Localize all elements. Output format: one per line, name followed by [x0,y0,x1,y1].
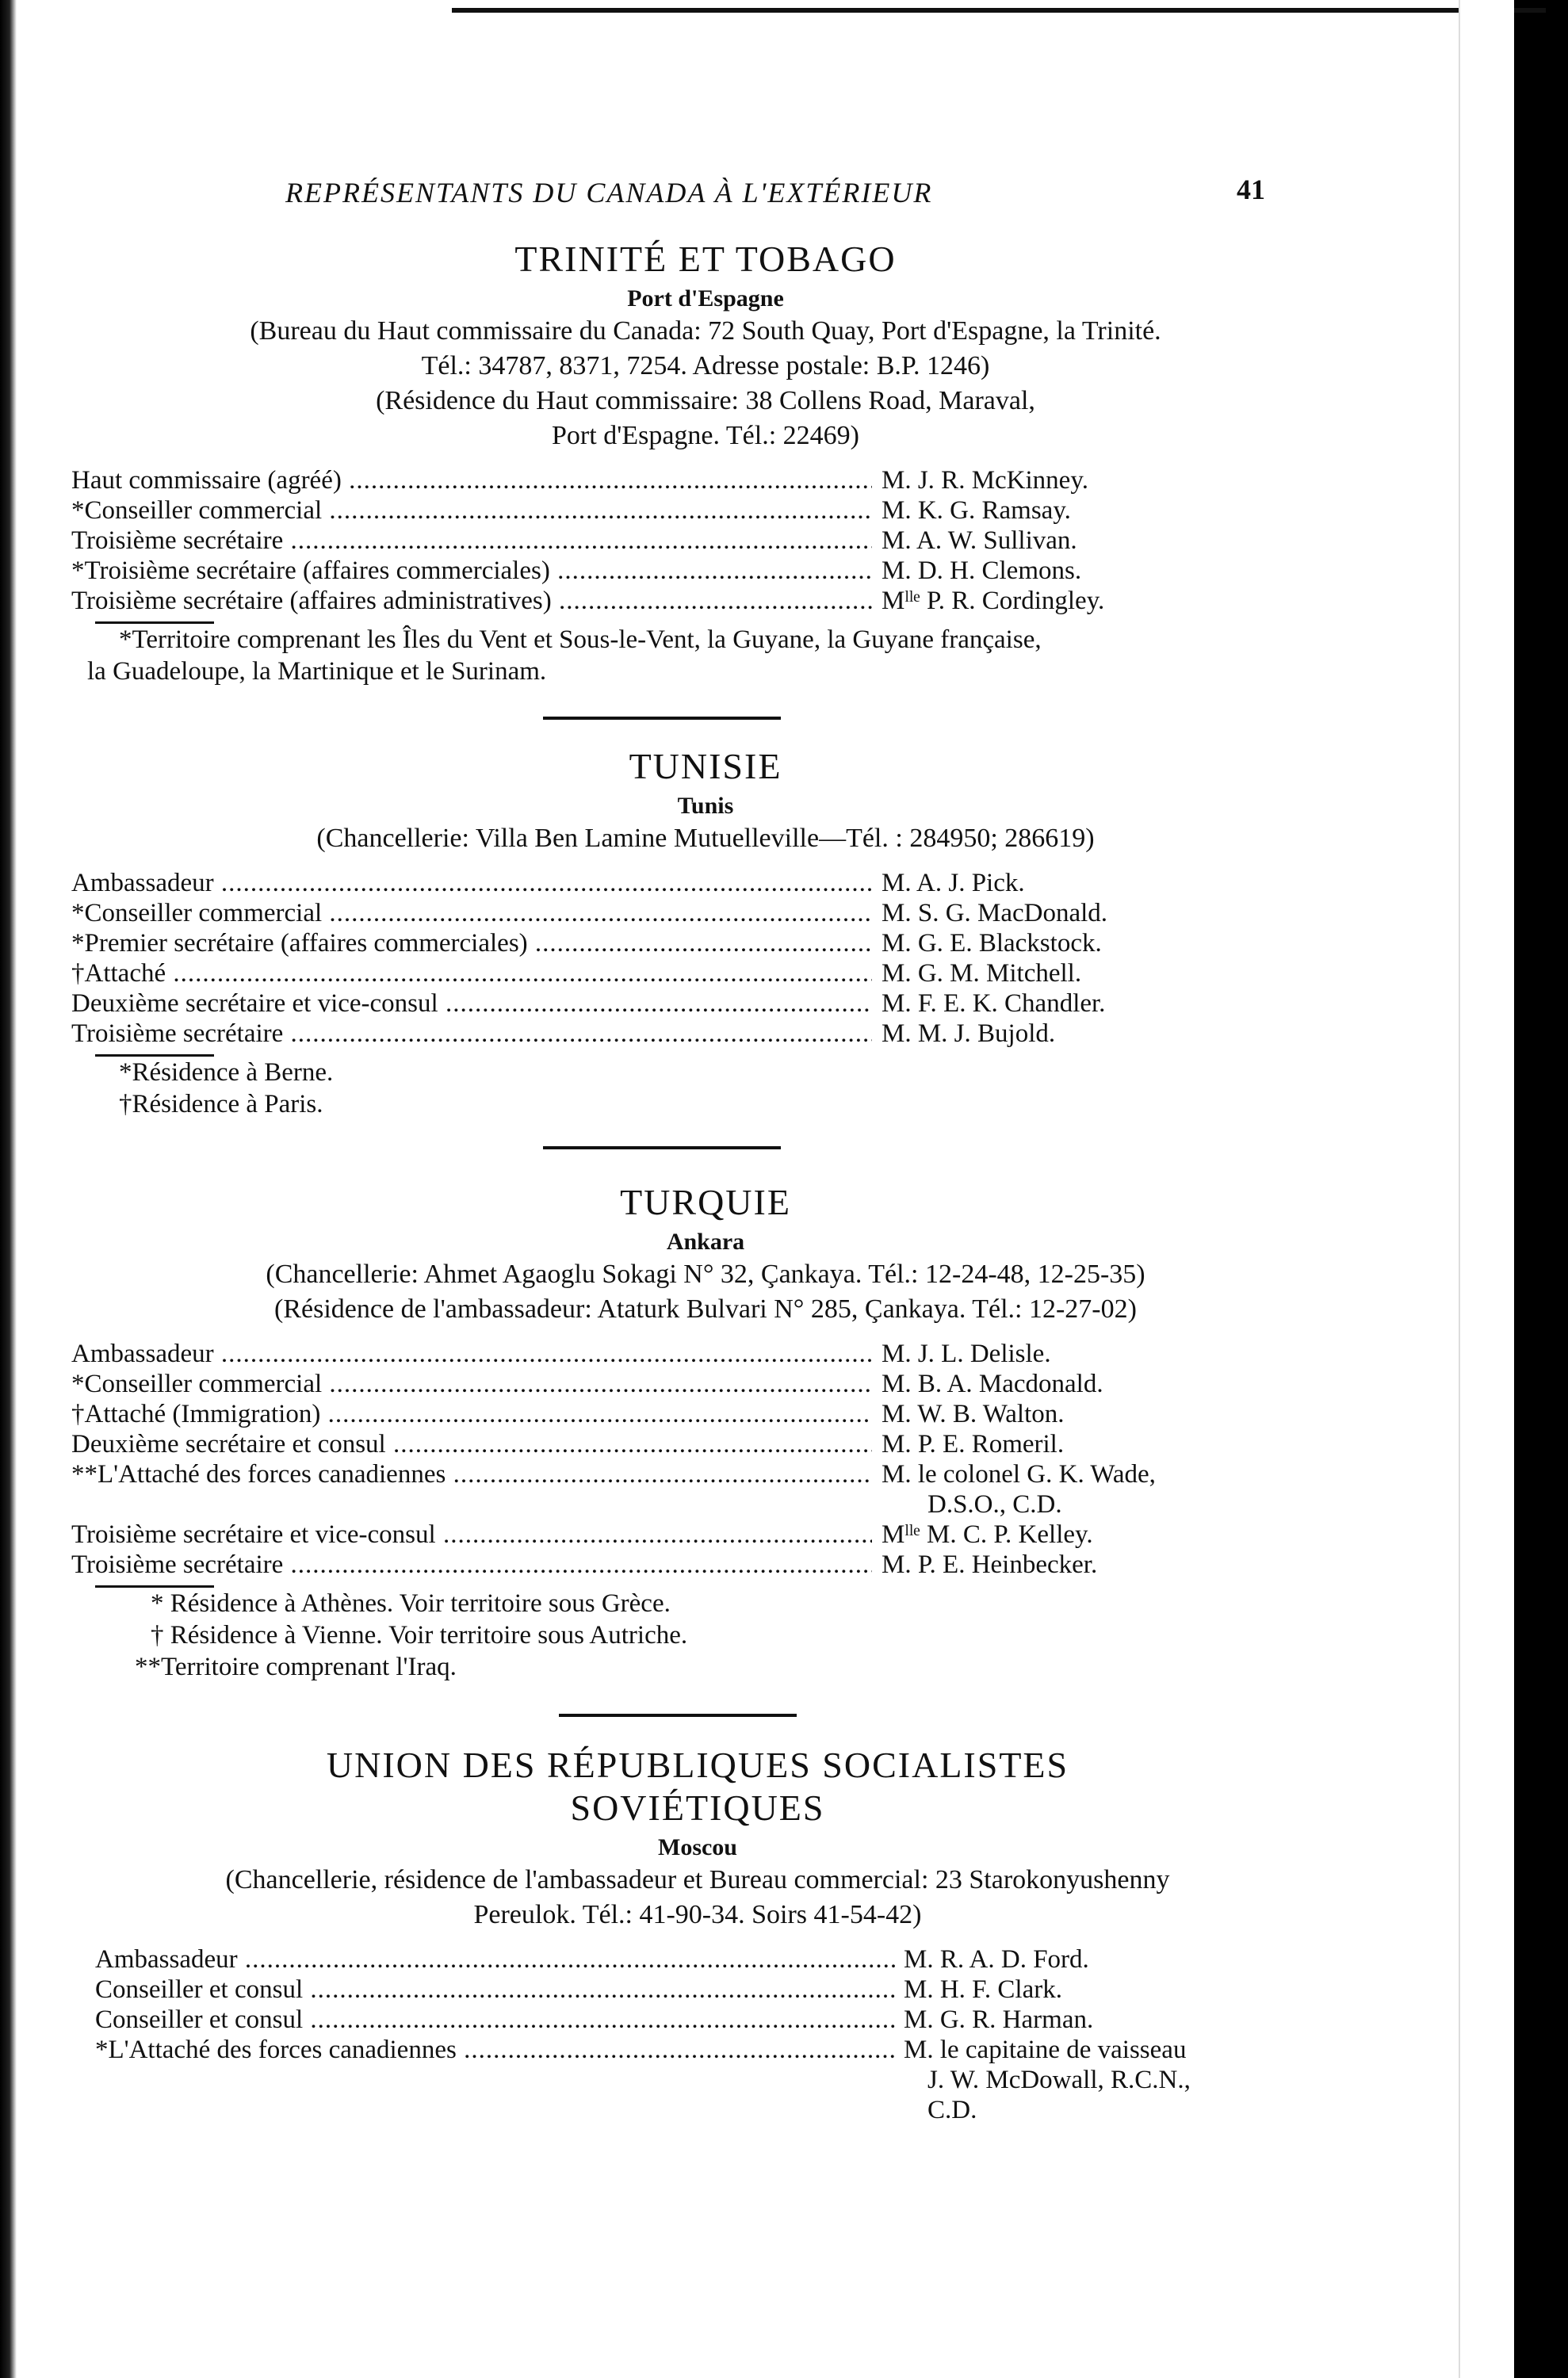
staff-title: Troisième secrétaire et vice-consul ..... [71,1520,872,1550]
staff-row [24,1019,1514,1049]
page-number: 41 [1237,174,1265,205]
section-divider [543,717,781,720]
staff-name-continued: C.D. [927,2096,977,2124]
staff-row-continuation [24,1490,1514,1520]
staff-name: M. B. A. Macdonald. [882,1370,1103,1398]
country-title: TUNISIE [629,746,782,786]
staff-row [24,2005,1514,2036]
staff-row [24,556,1514,587]
staff-name: M. P. E. Heinbecker. [882,1550,1098,1579]
staff-row [24,466,1514,496]
staff-title: *L'Attaché des forces canadiennes ..... [95,2036,896,2065]
address-line: Tél.: 34787, 8371, 7254. Adresse postale: B.P. 1246) [421,351,990,380]
staff-name: M. W. B. Walton. [882,1400,1065,1428]
staff-title: *Troisième secrétaire (affaires commerciales) ..... [71,556,872,586]
city-name: Port d'Espagne [627,285,784,312]
staff-row [24,1400,1514,1430]
staff-title: Deuxième secrétaire et vice-consul ..... [71,989,872,1019]
city-name: Tunis [677,793,734,819]
staff-name-continued: D.S.O., C.D. [927,1490,1062,1519]
staff-name: M. le colonel G. K. Wade, [882,1460,1156,1489]
staff-list [24,1340,1514,1581]
staff-name: M. M. J. Bujold. [882,1019,1056,1048]
address-line: (Résidence de l'ambassadeur: Ataturk Bulvari N° 285, Çankaya. Tél.: 12-27-02) [274,1294,1137,1324]
document-page [24,0,1514,2378]
staff-title: Ambassadeur ..... [71,869,872,898]
staff-title: Troisième secrétaire (affaires administratives) ..... [71,587,872,616]
staff-name: M. A. J. Pick. [882,869,1025,897]
staff-row-continuation [24,2096,1514,2126]
staff-name: M. G. M. Mitchell. [882,959,1082,988]
staff-name: M. F. E. K. Chandler. [882,989,1106,1018]
staff-row [24,989,1514,1019]
section-trinite-tobago [24,238,1514,687]
staff-title: Deuxième secrétaire et consul ..... [71,1430,872,1459]
staff-title: †Attaché ..... [71,959,872,988]
address-line: (Résidence du Haut commissaire: 38 Collens Road, Maraval, [376,386,1035,415]
staff-row [24,1340,1514,1370]
staff-row [24,1460,1514,1490]
staff-list [24,1945,1514,2126]
page-right-edge [1459,0,1514,2378]
staff-row [24,869,1514,899]
staff-row [24,587,1514,617]
staff-name: M. K. G. Ramsay. [882,496,1071,525]
section-divider [543,1146,781,1149]
staff-title: Haut commissaire (agréé) ..... [71,466,872,495]
staff-title: *Conseiller commercial ..... [71,496,872,526]
staff-row [24,959,1514,989]
staff-row [24,1550,1514,1581]
staff-title: Troisième secrétaire ..... [71,1019,872,1049]
staff-row [24,2036,1514,2066]
footnote: † Résidence à Vienne. Voir territoire sous Autriche. [151,1621,688,1650]
staff-title: Troisième secrétaire ..... [71,526,872,556]
address-line: (Bureau du Haut commissaire du Canada: 72 South Quay, Port d'Espagne, la Trinité. [250,316,1161,346]
book-spine-shadow [0,0,24,2378]
footnote: *Territoire comprenant les Îles du Vent et Sous-le-Vent, la Guyane, la Guyane française, [119,625,1042,654]
staff-name: M. P. E. Romeril. [882,1430,1065,1459]
footnote: **Territoire comprenant l'Iraq. [135,1653,457,1681]
staff-name: M. A. W. Sullivan. [882,526,1077,555]
staff-title: *Premier secrétaire (affaires commerciales) ..... [71,929,872,958]
staff-title: Conseiller et consul ..... [95,1975,896,2005]
section-tunisie [24,745,1514,1120]
staff-row [24,526,1514,556]
footnote: †Résidence à Paris. [119,1090,323,1118]
country-title: UNION DES RÉPUBLIQUES SOCIALISTES [326,1745,1069,1785]
address-line: (Chancellerie, résidence de l'ambassadeur et Bureau commercial: 23 Starokonyushenny [225,1865,1170,1894]
staff-list [24,466,1514,617]
staff-name: M. H. F. Clark. [904,1975,1062,2004]
staff-row [24,496,1514,526]
footnote: la Guadeloupe, la Martinique et le Surinam. [87,657,547,686]
top-edge-rule [452,8,1546,13]
footnote: *Résidence à Berne. [119,1058,334,1087]
footnote: * Résidence à Athènes. Voir territoire sous Grèce. [151,1589,671,1618]
country-title: TURQUIE [620,1182,791,1222]
address-line: Pereulok. Tél.: 41-90-34. Soirs 41-54-42) [473,1900,922,1929]
staff-title: Ambassadeur ..... [95,1945,896,1975]
address-line: (Chancellerie: Ahmet Agaoglu Sokagi N° 32, Çankaya. Tél.: 12-24-48, 12-25-35) [266,1260,1145,1289]
staff-name: M. G. R. Harman. [904,2005,1094,2034]
address-line: Port d'Espagne. Tél.: 22469) [552,421,859,450]
staff-row [24,1370,1514,1400]
staff-name: M. G. E. Blackstock. [882,929,1102,958]
staff-name: M. le capitaine de vaisseau [904,2036,1187,2064]
staff-row [24,929,1514,959]
staff-title: Conseiller et consul ..... [95,2005,896,2035]
staff-title: **L'Attaché des forces canadiennes ..... [71,1460,872,1489]
section-divider [559,1714,797,1717]
section-urss [24,1744,1514,2126]
staff-name: Mˡˡᵉ M. C. P. Kelley. [882,1520,1093,1549]
staff-row [24,899,1514,929]
address-line: (Chancellerie: Villa Ben Lamine Mutuelleville—Tél. : 284950; 286619) [316,824,1095,853]
staff-name: M. D. H. Clemons. [882,556,1082,585]
country-title-line2: SOVIÉTIQUES [570,1787,825,1828]
staff-title: *Conseiller commercial ..... [71,899,872,928]
staff-row [24,1945,1514,1975]
staff-list [24,869,1514,1049]
staff-title: †Attaché (Immigration) ..... [71,1400,872,1429]
city-name: Ankara [666,1229,745,1255]
staff-name: M. S. G. MacDonald. [882,899,1108,927]
staff-name-continued: J. W. McDowall, R.C.N., [927,2066,1191,2094]
staff-title: Ambassadeur ..... [71,1340,872,1369]
staff-name: Mˡˡᵉ P. R. Cordingley. [882,587,1105,615]
staff-name: M. J. R. McKinney. [882,466,1088,495]
section-turquie [24,1181,1514,1683]
staff-title: Troisième secrétaire ..... [71,1550,872,1580]
staff-row [24,1975,1514,2005]
country-title: TRINITÉ ET TOBAGO [514,239,897,279]
staff-row-continuation [24,2066,1514,2096]
staff-title: *Conseiller commercial ..... [71,1370,872,1399]
staff-row [24,1430,1514,1460]
staff-name: M. R. A. D. Ford. [904,1945,1089,1974]
running-title: REPRÉSENTANTS DU CANADA À L'EXTÉRIEUR [285,177,933,208]
staff-name: M. J. L. Delisle. [882,1340,1051,1368]
staff-row [24,1520,1514,1550]
city-name: Moscou [658,1834,737,1860]
